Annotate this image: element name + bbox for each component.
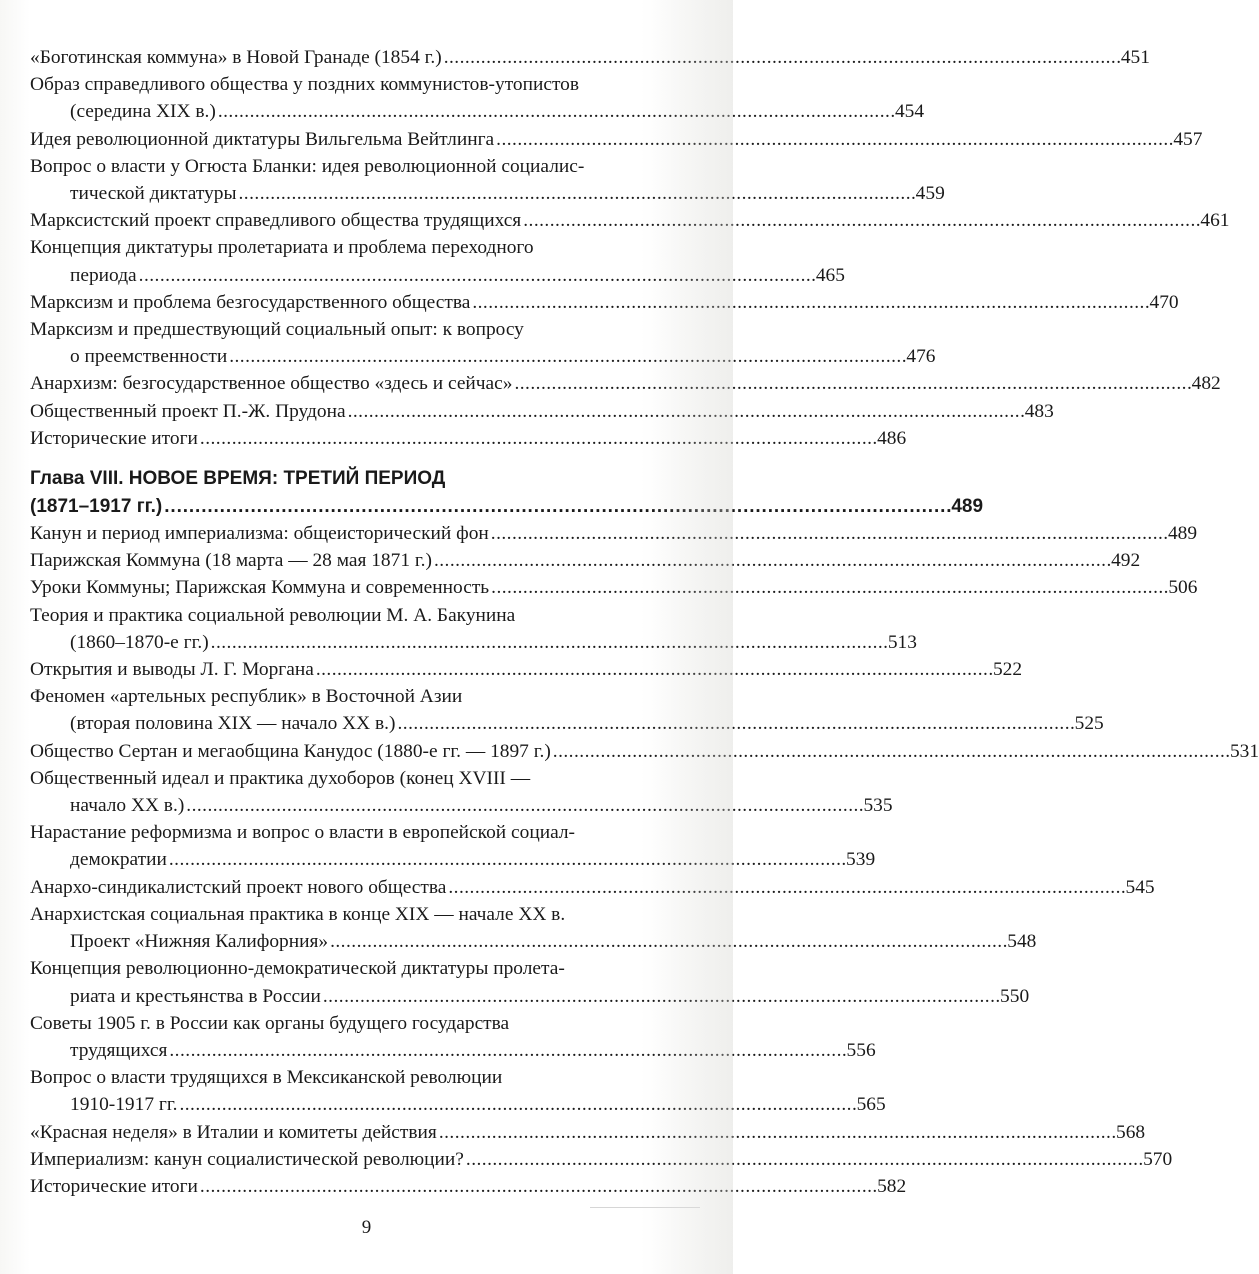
toc-entry (30, 398, 1054, 425)
toc-entry-title: Открытия и выводы Л. Г. Моргана (30, 659, 314, 681)
toc-entry-line (30, 819, 684, 846)
dot-leader (211, 629, 886, 656)
toc-entry-title: демократии (70, 849, 167, 871)
toc-entry-line (30, 1173, 907, 1200)
toc-entry-line (30, 846, 876, 873)
toc-entry-title: периода (70, 264, 137, 286)
toc-entry (30, 765, 893, 819)
toc-entry-line (30, 1037, 876, 1064)
toc-entry (30, 901, 1037, 955)
toc-entry-title: Анархо-синдикалистский проект нового общества (30, 876, 447, 898)
toc-entry (30, 520, 1198, 547)
toc-page-number: 483 (1024, 400, 1054, 422)
toc-entry (30, 955, 1030, 1009)
toc-entry-title: тической диктатуры (70, 183, 237, 205)
toc-entry-line (30, 1119, 1146, 1146)
toc-entry-title: Концепция революционно-демократической диктатуры пролета- (30, 958, 565, 980)
toc-entry-line (30, 234, 684, 261)
toc-entry-title: Исторические итоги (30, 1175, 198, 1197)
toc-page-number: 531 (1229, 740, 1259, 762)
dot-leader (466, 1146, 1141, 1173)
toc-entry-line (30, 262, 845, 289)
toc-entry-title: Уроки Коммуны; Парижская Коммуна и современность (30, 577, 490, 599)
page-scratch-mark (590, 1207, 700, 1208)
toc-entry-line (30, 98, 925, 125)
toc-entry-title: Нарастание реформизма и вопрос о власти в европейской социал- (30, 822, 575, 844)
dot-leader (330, 928, 1005, 955)
toc-entry (30, 289, 1179, 316)
toc-entry (30, 425, 907, 452)
toc-entry (30, 153, 945, 207)
toc-page-number: 492 (1111, 550, 1141, 572)
toc-page-number: 489 (1167, 523, 1198, 545)
toc-entry-line (30, 656, 1023, 683)
toc-page-number: 582 (877, 1175, 907, 1197)
toc-page-number: 525 (1074, 713, 1104, 735)
toc-page-number: 539 (846, 849, 876, 871)
toc-entry-title: «Боготинская коммуна» в Новой Гранаде (1854 г.) (30, 47, 442, 68)
toc-entry-title: (вторая половина XIX — начало XX в.) (70, 713, 396, 735)
toc-entry-title: Теория и практика социальной революции М. А. Бакунина (30, 604, 516, 626)
toc-page-number: 565 (856, 1094, 886, 1116)
dot-leader (523, 207, 1198, 234)
toc-entry-line (30, 738, 1259, 765)
toc-entry (30, 602, 917, 656)
toc-entry (30, 1010, 876, 1064)
toc-entry-line (30, 71, 684, 98)
toc-entry-line (30, 683, 684, 710)
toc-entry-title: Концепция диктатуры пролетариата и проблема переходного (30, 237, 534, 259)
toc-entry-title: трудящихся (70, 1039, 168, 1061)
toc-entry (30, 234, 845, 288)
toc-entry-line (30, 1146, 1173, 1173)
toc-entry (30, 1173, 907, 1200)
toc-entry-title: Империализм: канун социалистической революции? (30, 1148, 464, 1170)
page-number: 9 (361, 1217, 372, 1238)
toc-entry-line (30, 928, 1037, 955)
toc-entry-line (30, 901, 684, 928)
dot-leader (496, 126, 1171, 153)
toc-page-number: 513 (887, 631, 917, 653)
toc-entry (30, 316, 936, 370)
toc-entry-title: Общество Сертан и мегаобщина Канудос (1880-е гг. — 1897 г.) (30, 740, 551, 762)
toc-entry-title: (1860–1870-е гг.) (70, 631, 209, 653)
toc-entry-line (30, 629, 917, 656)
dot-leader (397, 710, 1072, 737)
dot-leader (434, 547, 1109, 574)
toc-entry (30, 44, 1150, 71)
table-of-contents (30, 44, 1259, 1200)
toc-entry-title: Проект «Нижняя Калифорния» (70, 931, 329, 953)
toc-entry-line (30, 398, 1054, 425)
toc-entry (30, 370, 1221, 397)
toc-page-number: 556 (846, 1039, 876, 1061)
toc-entry-title: Марксизм и проблема безгосударственного общества (30, 291, 471, 313)
toc-entry-line (30, 289, 1179, 316)
toc-entry-line (30, 207, 1230, 234)
toc-page-number: 545 (1125, 876, 1155, 898)
dot-leader (139, 262, 814, 289)
dot-leader (472, 289, 1147, 316)
toc-entry-line (30, 370, 1221, 397)
toc-entry (30, 126, 1203, 153)
toc-entry-title: «Красная неделя» в Италии и комитеты действия (30, 1121, 437, 1143)
toc-page-number: 550 (1000, 985, 1030, 1007)
toc-page-number: 470 (1149, 291, 1179, 313)
dot-leader (169, 1037, 844, 1064)
toc-entry-line (30, 792, 893, 819)
toc-entry-line (30, 180, 945, 207)
toc-entry-line (30, 574, 1198, 601)
toc-page-number: 570 (1143, 1148, 1173, 1170)
toc-entry (30, 1146, 1173, 1173)
dot-leader (179, 1091, 854, 1118)
toc-page-number: 506 (1168, 577, 1198, 599)
toc-entry-line (30, 126, 1203, 153)
toc-page-number: 568 (1116, 1121, 1146, 1143)
dot-leader (348, 398, 1023, 425)
toc-entry-title: Феномен «артельных республик» в Восточной Азии (30, 686, 463, 708)
toc-entry-line (30, 1010, 684, 1037)
toc-entry-title: Анархизм: безгосударственное общество «здесь и сейчас» (30, 373, 513, 395)
toc-entry-line (30, 493, 984, 521)
toc-page-number: 486 (877, 427, 907, 449)
toc-page-number: 461 (1200, 210, 1230, 232)
toc-entry-title: Марксизм и предшествующий социальный опыт: к вопросу (30, 319, 524, 341)
toc-entry-title: Общественный проект П.-Ж. Прудона (30, 400, 346, 422)
toc-entry-title: Образ справедливого общества у поздних коммунистов-утопистов (30, 74, 580, 96)
toc-entry (30, 819, 876, 873)
toc-entry-line (30, 520, 1198, 547)
toc-entry-line (30, 602, 684, 629)
toc-page-number: 454 (894, 101, 925, 123)
toc-entry-title: риата и крестьянства в России (70, 985, 321, 1007)
toc-entry-title: Вопрос о власти у Огюста Бланки: идея революционной социалис- (30, 155, 585, 177)
toc-page-number: 522 (992, 659, 1023, 681)
toc-page-number: 459 (915, 183, 945, 205)
dot-leader (448, 874, 1123, 901)
dot-leader (514, 370, 1189, 397)
toc-entry-line (30, 765, 684, 792)
toc-entry-line (30, 874, 1155, 901)
toc-entry (30, 656, 1023, 683)
toc-entry (30, 574, 1198, 601)
dot-leader (553, 738, 1228, 765)
toc-entry (30, 738, 1259, 765)
toc-page-number: 482 (1191, 373, 1221, 395)
toc-entry-line (30, 955, 684, 982)
toc-entry-title: начало XX в.) (70, 795, 185, 817)
dot-leader (164, 493, 949, 521)
toc-entry (30, 547, 1141, 574)
toc-entry-title: Глава VIII. НОВОЕ ВРЕМЯ: ТРЕТИЙ ПЕРИОД (30, 468, 446, 490)
toc-page-number: 548 (1007, 931, 1037, 953)
toc-entry-title: о преемственности (70, 346, 228, 368)
toc-entry-line (30, 44, 1150, 71)
toc-entry-line (30, 465, 684, 493)
dot-leader (444, 44, 1119, 71)
toc-entry-line (30, 425, 907, 452)
toc-page-number: 465 (815, 264, 845, 286)
toc-entry-title: (1871–1917 гг.) (30, 495, 163, 517)
toc-entry-title: Вопрос о власти трудящихся в Мексиканской революции (30, 1067, 503, 1089)
toc-page-number: 535 (863, 795, 893, 817)
dot-leader (323, 983, 998, 1010)
toc-entry-title: Анархистская социальная практика в конце XIX — начале XX в. (30, 903, 566, 925)
toc-entry-line (30, 316, 684, 343)
toc-entry-line (30, 710, 1104, 737)
toc-entry-title: Марксистский проект справедливого общества трудящихся (30, 210, 522, 232)
dot-leader (200, 425, 875, 452)
dot-leader (239, 180, 914, 207)
dot-leader (491, 574, 1166, 601)
toc-chapter-heading (30, 465, 984, 520)
toc-entry (30, 1064, 886, 1118)
toc-entry-title: (середина XIX в.) (70, 101, 216, 123)
toc-entry (30, 683, 1104, 737)
toc-entry (30, 1119, 1146, 1146)
toc-entry (30, 207, 1230, 234)
dot-leader (316, 656, 991, 683)
dot-leader (229, 343, 904, 370)
toc-entry-line (30, 983, 1030, 1010)
toc-entry-line (30, 343, 936, 370)
toc-entry-title: Канун и период империализма: общеисторический фон (30, 523, 489, 545)
dot-leader (200, 1173, 875, 1200)
toc-entry-title: Исторические итоги (30, 427, 198, 449)
toc-page-number: 476 (906, 346, 936, 368)
toc-entry (30, 874, 1155, 901)
toc-page-number: 489 (951, 495, 984, 517)
toc-entry-line (30, 547, 1141, 574)
toc-entry-title: 1910-1917 гг. (70, 1094, 178, 1116)
toc-entry-title: Парижская Коммуна (18 марта — 28 мая 1871 г.) (30, 550, 432, 572)
toc-page-number: 457 (1173, 128, 1203, 150)
toc-entry-title: Идея революционной диктатуры Вильгельма Вейтлинга (30, 128, 495, 150)
toc-entry-line (30, 1091, 886, 1118)
toc-entry (30, 71, 925, 125)
toc-entry-title: Общественный идеал и практика духоборов (конец XVIII — (30, 767, 531, 789)
dot-leader (169, 846, 844, 873)
toc-entry-title: Советы 1905 г. в России как органы будущего государства (30, 1012, 510, 1034)
dot-leader (491, 520, 1166, 547)
toc-page-number: 451 (1120, 47, 1150, 68)
dot-leader (439, 1119, 1114, 1146)
dot-leader (186, 792, 861, 819)
dot-leader (218, 98, 893, 125)
toc-entry-line (30, 153, 684, 180)
toc-entry-line (30, 1064, 684, 1091)
